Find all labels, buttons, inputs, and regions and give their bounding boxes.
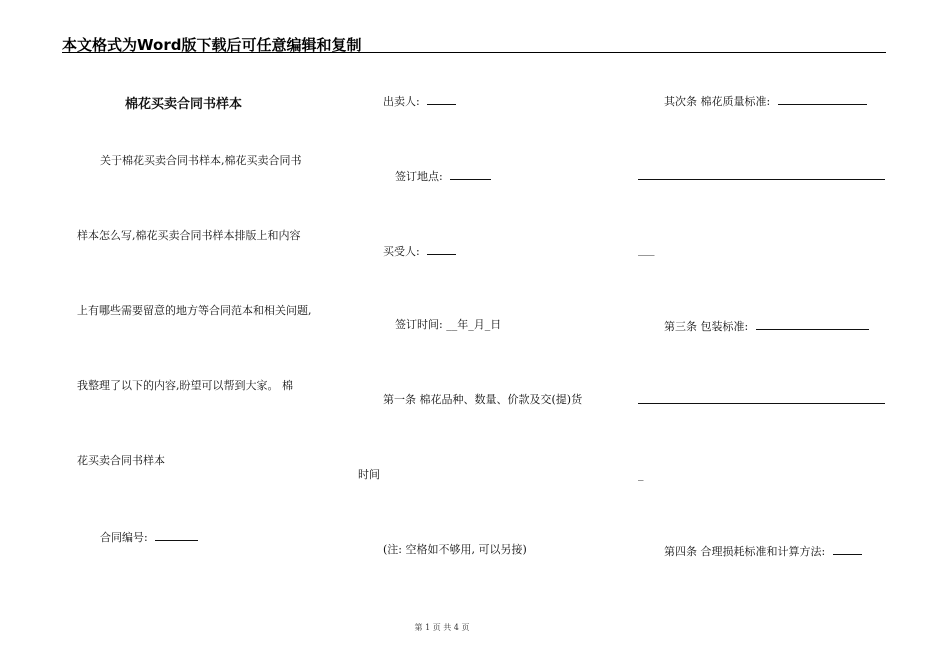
sign-place-label: 签订地点: <box>395 170 443 183</box>
trailing-dashes: ___ <box>638 243 655 256</box>
intro-line-1: 关于棉花买卖合同书样本,棉花买卖合同书 <box>100 154 302 167</box>
sign-place-field <box>395 168 491 184</box>
article-4-blank <box>833 543 862 555</box>
intro-line-3: 上有哪些需要留意的地方等合同范本和相关问题, <box>77 304 312 317</box>
fill-line <box>638 179 885 180</box>
intro-line-2: 样本怎么写,棉花买卖合同书样本排版上和内容 <box>77 229 301 242</box>
seller-field <box>383 93 456 109</box>
article-1-heading: 第一条 棉花品种、数量、价款及交(提)货 <box>383 393 583 406</box>
space-note: (注: 空格如不够用, 可以另接) <box>383 543 527 556</box>
buyer-blank <box>427 243 456 255</box>
seller-blank <box>427 93 456 105</box>
article-3-blank <box>756 318 869 330</box>
document-title: 棉花买卖合同书样本 <box>125 97 243 112</box>
seller-label: 出卖人: <box>383 95 420 108</box>
contract-number-field <box>100 529 198 545</box>
article-4-label: 第四条 合理损耗标准和计算方法: <box>664 545 826 558</box>
intro-line-5: 花买卖合同书样本 <box>77 454 165 467</box>
article-1-continuation: 时间 <box>358 468 380 481</box>
contract-number-label: 合同编号: <box>100 531 148 544</box>
header-divider <box>62 52 886 53</box>
article-3-label: 第三条 包装标准: <box>664 320 749 333</box>
article-2-blank <box>778 93 867 105</box>
trailing-dash: _ <box>638 468 644 481</box>
article-2-field <box>664 93 867 109</box>
article-2-label: 其次条 棉花质量标准: <box>664 95 771 108</box>
document-header-title: 本文格式为Word版下载后可任意编辑和复制 <box>62 36 362 54</box>
page-number: 第 1 页 共 4 页 <box>414 623 470 632</box>
article-4-field <box>664 543 862 559</box>
buyer-label: 买受人: <box>383 245 420 258</box>
fill-line <box>638 403 885 404</box>
contract-number-blank <box>155 529 198 541</box>
buyer-field <box>383 243 456 259</box>
sign-place-blank <box>450 168 491 180</box>
article-3-field <box>664 318 869 334</box>
sign-time-field: 签订时间: __年_月_日 <box>395 318 502 331</box>
intro-line-4: 我整理了以下的内容,盼望可以帮到大家。 棉 <box>77 379 293 392</box>
